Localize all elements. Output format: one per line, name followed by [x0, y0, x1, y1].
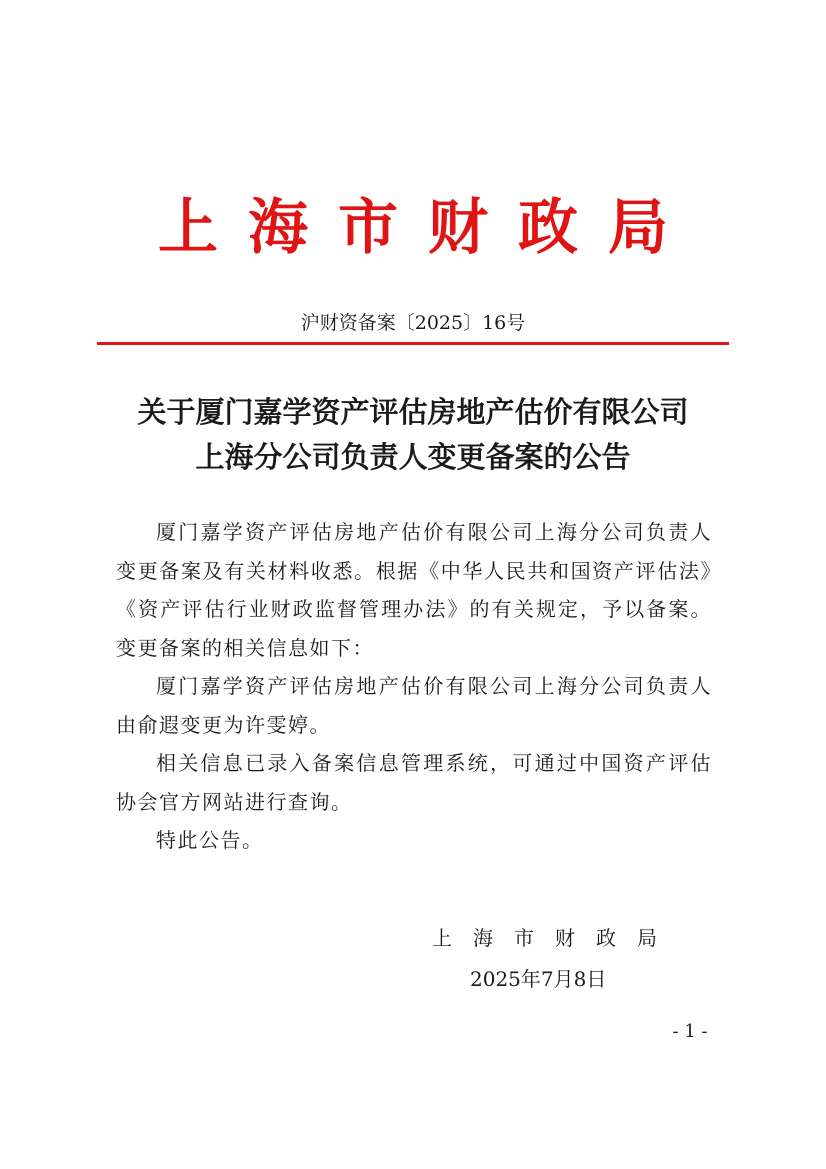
body-text: [116, 513, 712, 860]
signature-agency: 上海市财政局: [432, 926, 678, 950]
title-line-1: 关于厦门嘉学资产评估房地产估价有限公司: [137, 395, 689, 429]
body-paragraph: 厦门嘉学资产评估房地产估价有限公司上海分公司负责人由俞遐变更为许雯婷。: [116, 674, 712, 737]
red-divider-line: [97, 342, 729, 345]
body-paragraph: 厦门嘉学资产评估房地产估价有限公司上海分公司负责人变更备案及有关材料收悉。根据《中华人民共和国资产评估法》《资产评估行业财政监督管理办法》的有关规定，予以备案。变更备案的相关信息如下：: [116, 520, 712, 660]
page-number: - 1 -: [672, 1021, 708, 1042]
title-line-2: 上海分公司负责人变更备案的公告: [195, 440, 631, 474]
document-number: 沪财资备案〔2025〕16号: [300, 312, 526, 334]
signature-date: 2025年7月8日: [470, 967, 607, 991]
agency-header: 上海市财政局: [158, 193, 698, 263]
body-paragraph: 相关信息已录入备案信息管理系统，可通过中国资产评估协会官方网站进行查询。: [116, 751, 712, 814]
body-paragraph: 特此公告。: [156, 828, 264, 852]
